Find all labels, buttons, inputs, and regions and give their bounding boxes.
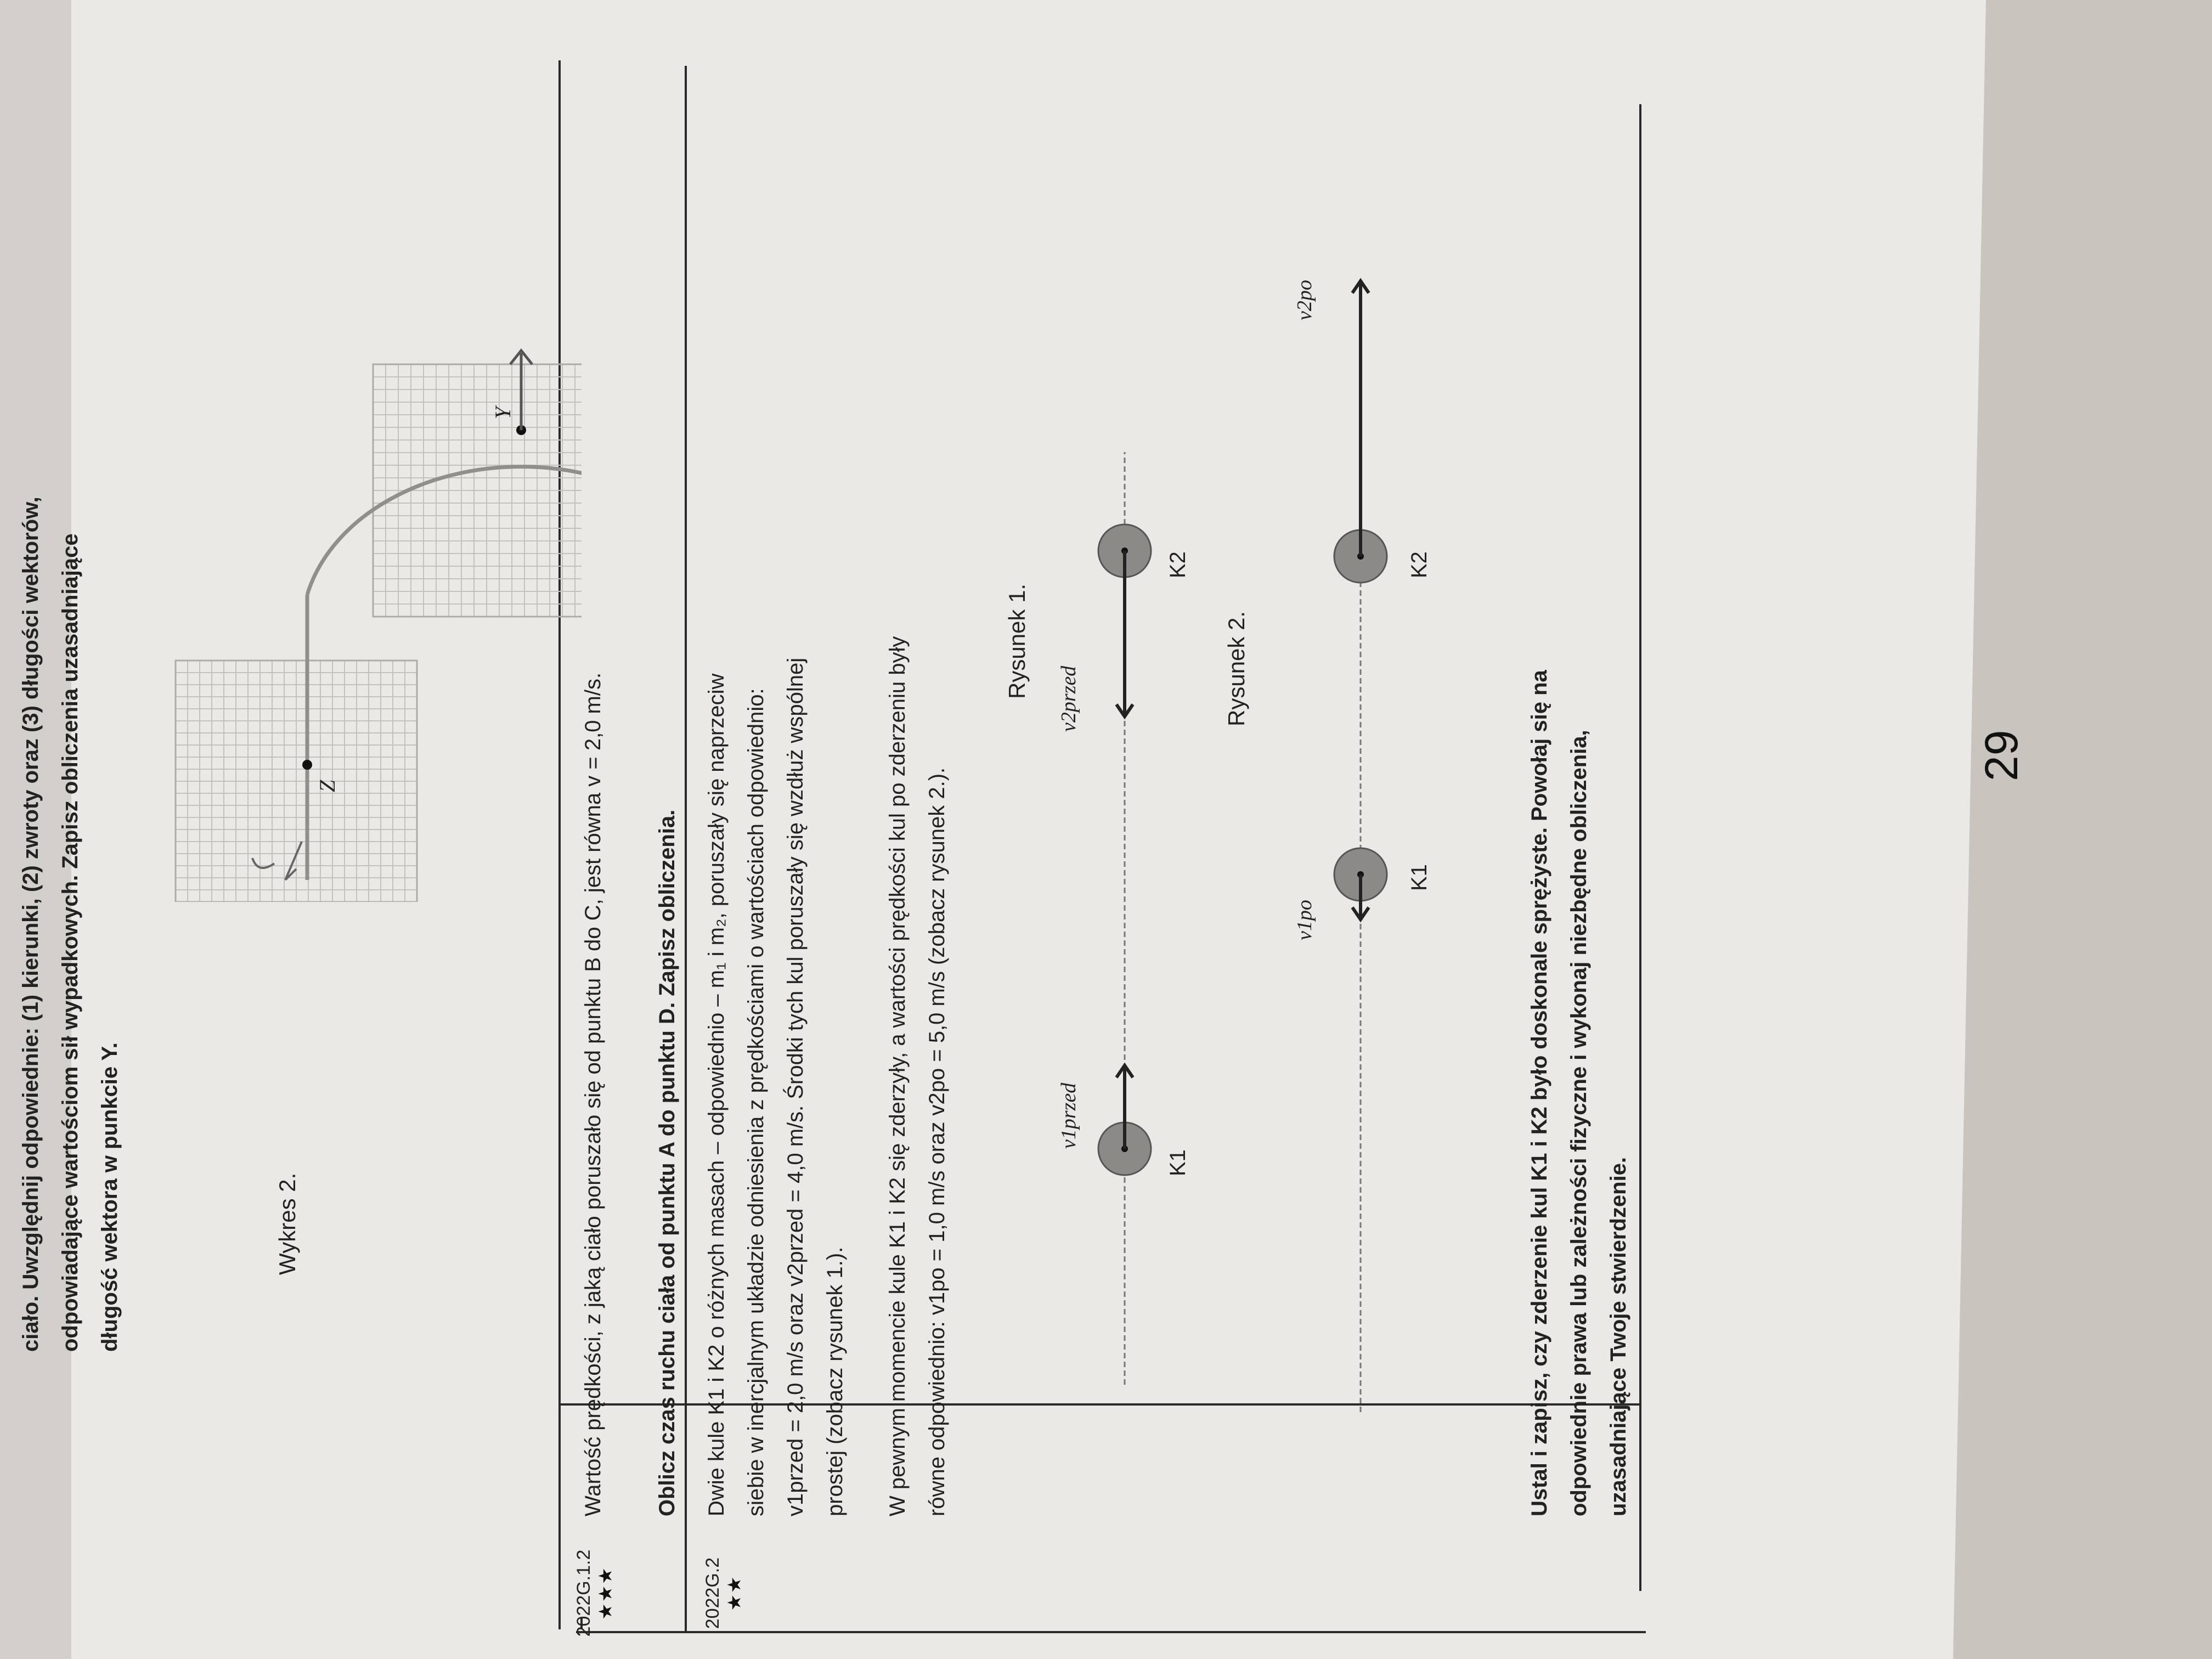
figure-2-v2-label: v2po: [1293, 280, 1316, 320]
figure-2-k2-label: K2: [1407, 551, 1431, 578]
figure-2-title: Rysunek 2.: [1223, 611, 1249, 726]
trajectory-arc-a: [307, 467, 582, 595]
intro-line-2b: odpowiadające wartościom sił wypadkowych. Zapisz obliczenia uzasadniające: [58, 533, 82, 1352]
figure-1-v2-label: v2przed: [1057, 665, 1080, 732]
task-1-2-code: 2022G.1.2: [573, 1549, 594, 1637]
task-2-para-1-line-3: v1przed = 2,0 m/s oraz v2przed = 4,0 m/s. Środki tych kul poruszały się wzdłuż wspólnej: [783, 657, 808, 1516]
task-2-para-2: [878, 35, 957, 1516]
task-2-para-1: [697, 35, 855, 1516]
task-2-question: [1520, 35, 1638, 1516]
figure-2: [1262, 150, 1470, 1412]
task-2-question-line-1: Ustal i zapisz, czy zderzenie kul K1 i K2 było doskonale sprężyste. Powołaj się na: [1527, 670, 1551, 1516]
figure-2-v1-label: v1po: [1293, 900, 1316, 940]
task-2-para-2-line-1: W pewnym momencie kule K1 i K2 się zderzyły, a wartości prędkości kul po zderzeniu były: [885, 636, 910, 1516]
task-2-stars: ★★: [724, 1575, 745, 1611]
figure-1-title: Rysunek 1.: [1004, 583, 1030, 699]
point-z-text: Z: [315, 780, 340, 792]
task-2-meta: [702, 1527, 746, 1659]
task-2-para-1-line-2: siebie w inercjalnym układzie odniesienia z prędkościami o wartościach odpowiednio:: [744, 688, 768, 1516]
point-z-dot: [302, 760, 312, 770]
figure-1-k2-label: K2: [1166, 551, 1190, 578]
figure-2-k1-label: K1: [1407, 864, 1431, 891]
figure-1-k1-label: K1: [1166, 1149, 1190, 1176]
wykres-drawing: [88, 24, 582, 902]
task-2-question-line-2: odpowiednie prawa lub zależności fizyczne i wykonaj niezbędne obliczenia,: [1567, 730, 1591, 1516]
intro-line-1b: ciało. Uwzględnij odpowiednie: (1) kierunki, (2) zwroty oraz (3) długości wektorów,: [19, 496, 43, 1352]
point-y-text: Y: [490, 407, 515, 419]
task-1-2-stars: ★★★: [595, 1566, 616, 1620]
intro-line-3b: długość wektora w punkcie Y.: [98, 1042, 122, 1352]
task-2-para-1-line-4: prostej (zobacz rysunek 1.).: [823, 1246, 847, 1516]
task-2-para-1-line-1: Dwie kule K1 i K2 o różnych masach – odpowiednio – m₁ i m₂, poruszały się naprzeciw: [704, 673, 729, 1516]
task-1-2-instruction: Oblicz czas ruchu ciała od punktu A do punktu D. Zapisz obliczenia.: [655, 809, 679, 1516]
task-1-2-text: Wartość prędkości, z jaką ciało poruszało się od punktu B do C, jest równa v = 2,0 m/s.: [581, 672, 605, 1516]
figure-1: [1042, 178, 1218, 1385]
task-1-2-meta: [573, 1527, 617, 1659]
wykres-label: Wykres 2.: [274, 1172, 300, 1275]
task-2-para-2-line-2: równe odpowiednio: v1po = 1,0 m/s oraz v2po = 5,0 m/s (zobacz rysunek 2.).: [925, 767, 949, 1516]
page-number: 29: [1976, 730, 2027, 781]
figure-1-v1-label: v1przed: [1057, 1082, 1080, 1149]
task-2-code: 2022G.2: [702, 1557, 723, 1629]
task-2-question-line-3: uzasadniające Twoje stwierdzenie.: [1606, 1156, 1630, 1516]
